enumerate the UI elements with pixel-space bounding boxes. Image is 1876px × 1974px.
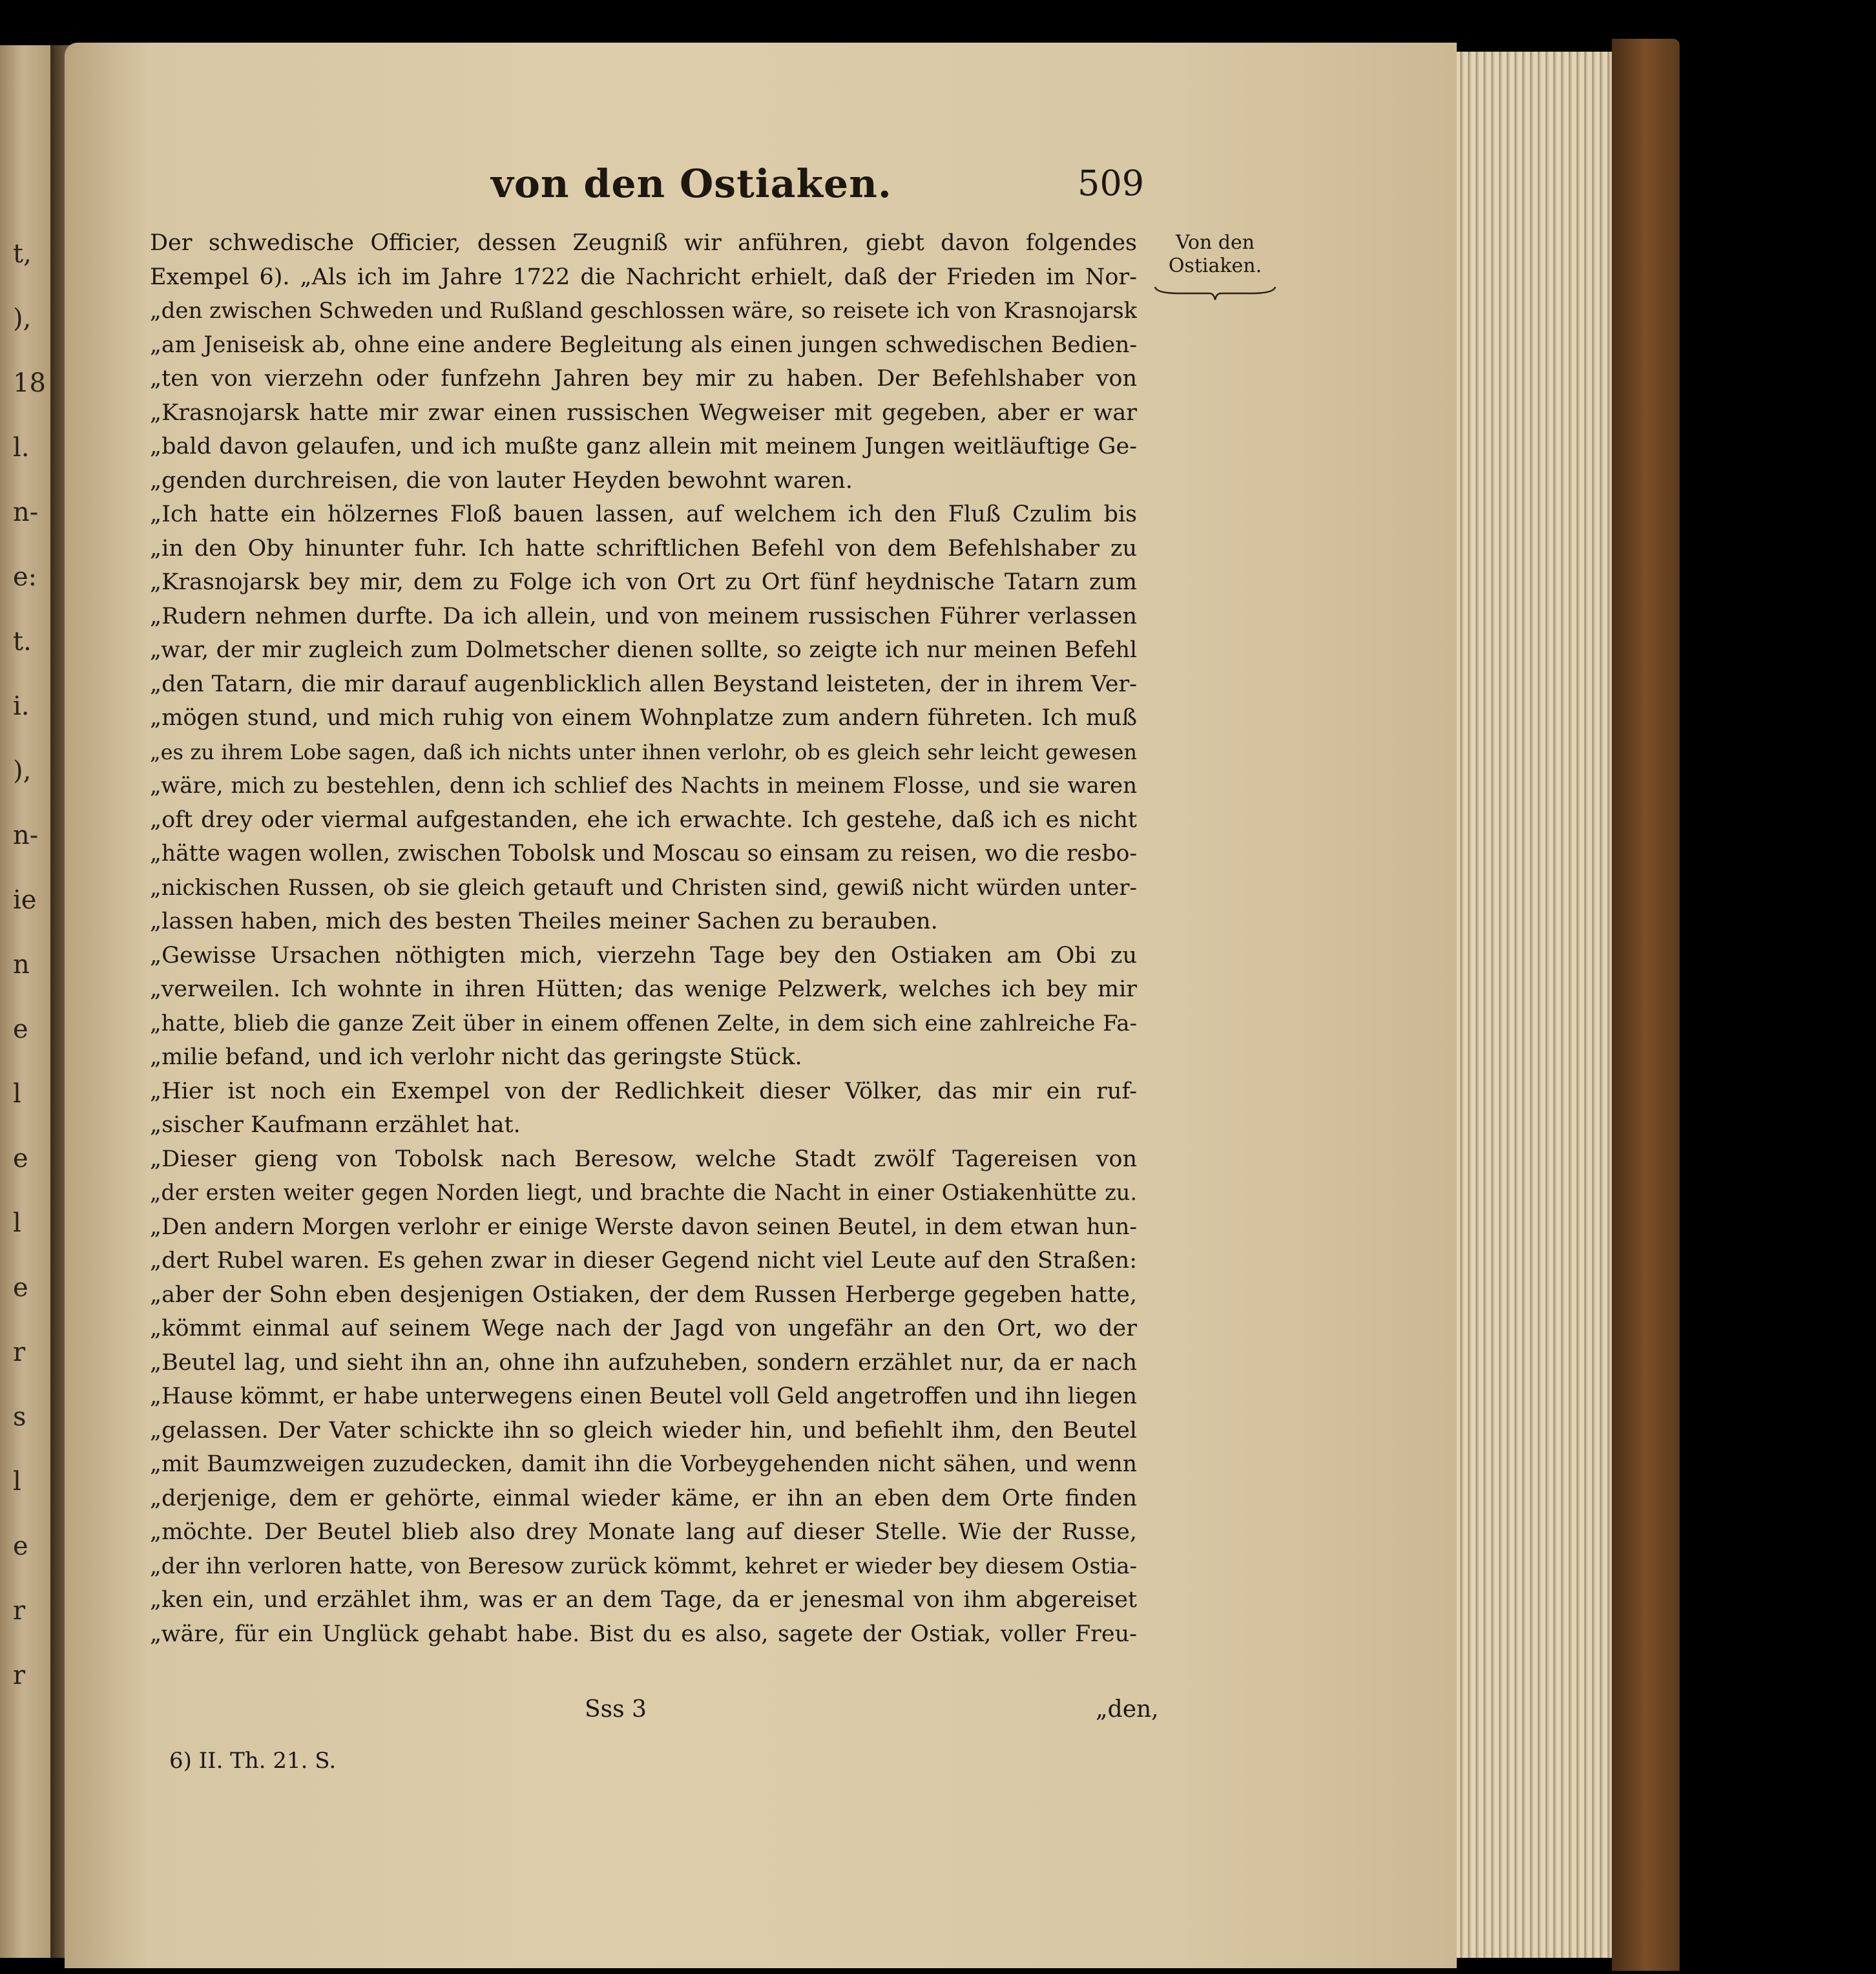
text-line: „wäre, für ein Unglück gehabt habe. Bist du es also, sagete der Ostiak, voller Freu-	[150, 1621, 1137, 1647]
marginal-brace-icon	[1154, 284, 1277, 301]
left-page-fragment: 18	[13, 368, 46, 398]
text-line: „Hier ist noch ein Exempel von der Redlichkeit dieser Völker, das mir ein ruf-	[150, 1078, 1137, 1104]
left-page-fragment: ie	[13, 885, 37, 915]
left-page-fragment: e:	[13, 562, 37, 592]
text-line: „Rudern nehmen durfte. Da ich allein, und von meinem russischen Führer verlassen	[150, 603, 1137, 629]
text-line: „lassen haben, mich des besten Theiles meiner Sachen zu berauben.	[150, 908, 938, 934]
left-page-fragment: r	[13, 1661, 26, 1690]
text-line: „nickischen Russen, ob sie gleich getauft und Christen sind, gewiß nicht würden unter-	[150, 874, 1137, 901]
text-line: „derjenige, dem er gehörte, einmal wieder käme, er ihn an eben dem Orte finden	[150, 1485, 1137, 1511]
page-fore-edge	[1457, 52, 1612, 1958]
leather-cover	[1612, 39, 1680, 1971]
text-line: Exempel 6). „Als ich im Jahre 1722 die Nachricht erhielt, daß der Frieden im Nor-	[150, 264, 1137, 290]
left-page-fragment: n	[13, 950, 30, 980]
left-page-fragment: n-	[13, 821, 39, 850]
left-page-margin	[0, 45, 50, 1958]
text-line: „Krasnojarsk bey mir, dem zu Folge ich von Ort zu Ort fünf heydnische Tatarn zum	[150, 569, 1137, 595]
text-line: „in den Oby hinunter fuhr. Ich hatte schriftlichen Befehl von dem Befehlshaber zu	[150, 535, 1137, 562]
left-page-fragment: r	[13, 1338, 26, 1367]
text-line: „den Tatarn, die mir darauf augenblicklich allen Beystand leisteten, der in ihrem Ver-	[150, 671, 1137, 697]
left-page-fragment: l	[13, 1208, 21, 1238]
left-page-fragment: e	[13, 1144, 28, 1173]
text-line: „Hause kömmt, er habe unterwegens einen Beutel voll Geld angetroffen und ihn liegen	[150, 1383, 1137, 1409]
marginal-note	[1154, 231, 1277, 278]
left-page-fragment: e	[13, 1273, 28, 1303]
text-line: „milie befand, und ich verlohr nicht das geringste Stück.	[150, 1044, 802, 1070]
text-line: „genden durchreisen, die von lauter Heyden bewohnt waren.	[150, 467, 853, 494]
text-line: „hätte wagen wollen, zwischen Tobolsk und Moscau so einsam zu reisen, wo die resbo-	[150, 841, 1137, 866]
text-line: „aber der Sohn eben desjenigen Ostiaken, der dem Russen Herberge gegeben hatte,	[150, 1281, 1137, 1308]
background	[1680, 0, 1876, 1974]
left-page-fragment: n-	[13, 498, 39, 527]
text-line: „der ersten weiter gegen Norden liegt, und brachte die Nacht in einer Ostiakenhütte zu.	[150, 1180, 1137, 1205]
body-text	[150, 226, 1137, 1651]
catchword: „den,	[1096, 1696, 1159, 1723]
text-line: „möchte. Der Beutel blieb also drey Monate lang auf dieser Stelle. Wie der Russe,	[150, 1519, 1137, 1545]
text-line: „kömmt einmal auf seinem Wege nach der Jagd von ungefähr an den Ort, wo der	[150, 1316, 1137, 1341]
text-line: „gelassen. Der Vater schickte ihn so gleich wieder hin, und befiehlt ihm, den Beutel	[150, 1417, 1137, 1444]
text-line: „war, der mir zugleich zum Dolmetscher dienen sollte, so zeigte ich nur meinen Befehl	[150, 637, 1137, 663]
left-page-fragment: l.	[13, 433, 30, 463]
left-page-fragment: e	[13, 1014, 28, 1044]
text-line: „verweilen. Ich wohnte in ihren Hütten; das wenige Pelzwerk, welches ich bey mir	[150, 976, 1137, 1002]
text-line: „es zu ihrem Lobe sagen, daß ich nichts unter ihnen verlohr, ob es gleich sehr leicht gewesen	[150, 739, 1137, 764]
text-line: „Beutel lag, und sieht ihn an, ohne ihn aufzuheben, sondern erzählet nur, da er nach	[150, 1349, 1137, 1376]
text-line: „sischer Kaufmann erzählet hat.	[150, 1112, 521, 1138]
marginal-note-line: Ostiaken.	[1168, 255, 1262, 277]
left-page-fragment: t.	[13, 627, 32, 656]
text-line: „Den andern Morgen verlohr er einige Werste davon seinen Beutel, in dem etwan hun-	[150, 1213, 1137, 1240]
left-page-fragment: r	[13, 1596, 26, 1626]
left-page-fragment: l	[13, 1467, 21, 1496]
left-page-fragment: e	[13, 1531, 28, 1561]
text-line: „Ich hatte ein hölzernes Floß bauen lassen, auf welchem ich den Fluß Czulim bis	[150, 501, 1137, 527]
text-line: „am Jeniseisk ab, ohne eine andere Begleitung als einen jungen schwedischen Bedien-	[150, 331, 1137, 358]
marginal-note-line: Von den	[1175, 231, 1255, 254]
text-line: „dert Rubel waren. Es gehen zwar in dieser Gegend nicht viel Leute auf den Straßen:	[150, 1248, 1137, 1274]
text-line: „den zwischen Schweden und Rußland geschlossen wäre, so reisete ich von Krasnojarsk	[150, 298, 1137, 324]
text-line: „Gewisse Ursachen nöthigten mich, vierzehn Tage bey den Ostiaken am Obi zu	[150, 942, 1137, 969]
left-page-fragment: ),	[13, 756, 32, 786]
text-line: „hatte, blieb die ganze Zeit über in einem offenen Zelte, in dem sich eine zahlreiche Fa-	[150, 1010, 1137, 1036]
text-line: „Dieser gieng von Tobolsk nach Beresow, welche Stadt zwölf Tagereisen von	[150, 1146, 1137, 1172]
running-head: von den Ostiaken.	[491, 162, 892, 207]
text-line: Der schwedische Officier, dessen Zeugniß wir anführen, giebt davon folgendes	[150, 230, 1137, 256]
text-line: „der ihn verloren hatte, von Beresow zurück kömmt, kehret er wieder bey diesem Ostia-	[150, 1553, 1137, 1579]
left-page-fragment: s	[13, 1402, 26, 1432]
text-line: „ten von vierzehn oder funfzehn Jahren bey mir zu haben. Der Befehlshaber von	[150, 366, 1137, 392]
signature-mark: Sss 3	[585, 1696, 647, 1723]
left-page-fragment: l	[13, 1079, 21, 1109]
footnote: 6) II. Th. 21. S.	[169, 1748, 337, 1774]
left-page-fragment: t,	[13, 239, 32, 269]
text-line: „mögen stund, und mich ruhig von einem Wohnplatze zum andern führeten. Ich muß	[150, 705, 1137, 731]
left-page-fragment: i.	[13, 691, 30, 721]
text-line: „Krasnojarsk hatte mir zwar einen russischen Wegweiser mit gegeben, aber er war	[150, 399, 1137, 426]
text-line: „wäre, mich zu bestehlen, denn ich schlief des Nachts in meinem Flosse, und sie waren	[150, 773, 1137, 799]
page-number: 509	[1078, 163, 1145, 204]
text-line: „ken ein, und erzählet ihm, was er an dem Tage, da er jenesmal von ihm abgereiset	[150, 1587, 1137, 1613]
text-line: „bald davon gelaufen, und ich mußte ganz allein mit meinem Jungen weitläuftige Ge-	[150, 434, 1137, 459]
text-line: „mit Baumzweigen zuzudecken, damit ihn die Vorbeygehenden nicht sähen, und wenn	[150, 1451, 1137, 1477]
left-page-fragment: ),	[13, 304, 32, 333]
text-line: „oft drey oder viermal aufgestanden, ehe ich erwachte. Ich gestehe, daß ich es nicht	[150, 806, 1137, 833]
